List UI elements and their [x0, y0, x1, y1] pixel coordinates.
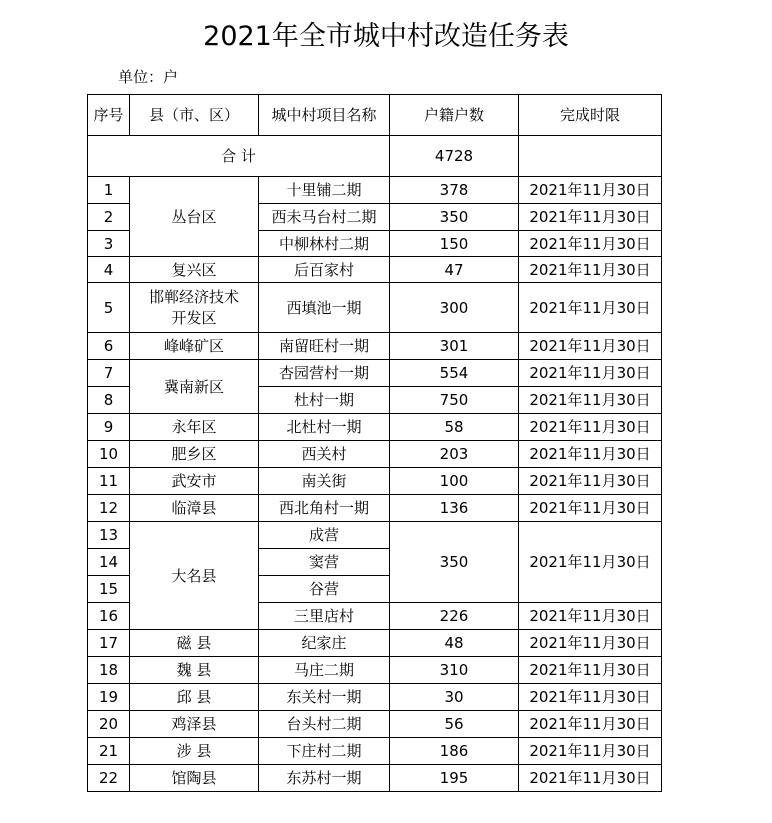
row-no: 9 [88, 414, 130, 441]
table-row [88, 738, 662, 765]
project-name: 杏园营村一期 [259, 360, 390, 387]
page-title: 2021年全市城中村改造任务表 [203, 21, 569, 52]
task-table [87, 94, 662, 792]
deadline: 2021年11月30日 [519, 522, 662, 603]
header-no: 序号 [88, 95, 130, 136]
table-row [88, 711, 662, 738]
deadline: 2021年11月30日 [519, 441, 662, 468]
table-row [88, 257, 662, 283]
county-cell: 磁 县 [130, 630, 259, 657]
deadline: 2021年11月30日 [519, 283, 662, 333]
county-cell: 涉 县 [130, 738, 259, 765]
header-county: 县（市、区） [130, 95, 259, 136]
households: 56 [390, 711, 519, 738]
row-no: 21 [88, 738, 130, 765]
deadline: 2021年11月30日 [519, 257, 662, 283]
total-households: 4728 [390, 136, 519, 177]
table-row [88, 441, 662, 468]
row-no: 4 [88, 257, 130, 283]
table-row [88, 414, 662, 441]
deadline: 2021年11月30日 [519, 657, 662, 684]
county-cell: 临漳县 [130, 495, 259, 522]
row-no: 6 [88, 333, 130, 360]
row-no: 7 [88, 360, 130, 387]
header-households: 户籍户数 [390, 95, 519, 136]
project-name: 南留旺村一期 [259, 333, 390, 360]
total-deadline [519, 136, 662, 177]
county-cell: 魏 县 [130, 657, 259, 684]
project-name: 台头村二期 [259, 711, 390, 738]
row-no: 18 [88, 657, 130, 684]
households: 226 [390, 603, 519, 630]
project-name: 西填池一期 [259, 283, 390, 333]
county-cell: 邱 县 [130, 684, 259, 711]
project-name: 成营 [259, 522, 390, 549]
table-row [88, 495, 662, 522]
table-row [88, 177, 662, 204]
project-name: 东苏村一期 [259, 765, 390, 792]
project-name: 北杜村一期 [259, 414, 390, 441]
row-no: 20 [88, 711, 130, 738]
households: 48 [390, 630, 519, 657]
total-row [88, 136, 662, 177]
total-label: 合 计 [88, 136, 390, 177]
table-row [88, 283, 662, 333]
header-deadline: 完成时限 [519, 95, 662, 136]
households: 150 [390, 231, 519, 257]
row-no: 19 [88, 684, 130, 711]
deadline: 2021年11月30日 [519, 765, 662, 792]
households: 58 [390, 414, 519, 441]
row-no: 5 [88, 283, 130, 333]
table-row [88, 657, 662, 684]
row-no: 12 [88, 495, 130, 522]
project-name: 西未马台村二期 [259, 204, 390, 231]
row-no: 17 [88, 630, 130, 657]
project-name: 南关街 [259, 468, 390, 495]
unit-label: 单位：户 [118, 68, 179, 86]
households: 350 [390, 204, 519, 231]
households: 30 [390, 684, 519, 711]
deadline: 2021年11月30日 [519, 630, 662, 657]
project-name: 中柳林村二期 [259, 231, 390, 257]
deadline: 2021年11月30日 [519, 231, 662, 257]
deadline: 2021年11月30日 [519, 360, 662, 387]
row-no: 16 [88, 603, 130, 630]
row-no: 3 [88, 231, 130, 257]
row-no: 1 [88, 177, 130, 204]
households: 47 [390, 257, 519, 283]
deadline: 2021年11月30日 [519, 495, 662, 522]
row-no: 11 [88, 468, 130, 495]
project-name: 谷营 [259, 576, 390, 603]
households: 301 [390, 333, 519, 360]
project-name: 十里铺二期 [259, 177, 390, 204]
households: 186 [390, 738, 519, 765]
deadline: 2021年11月30日 [519, 468, 662, 495]
households: 378 [390, 177, 519, 204]
households: 310 [390, 657, 519, 684]
table-row [88, 522, 662, 549]
project-name: 马庄二期 [259, 657, 390, 684]
county-cell: 鸡泽县 [130, 711, 259, 738]
deadline: 2021年11月30日 [519, 711, 662, 738]
households: 750 [390, 387, 519, 414]
households: 100 [390, 468, 519, 495]
county-cell: 复兴区 [130, 257, 259, 283]
county-cell [130, 283, 259, 333]
deadline: 2021年11月30日 [519, 738, 662, 765]
project-name: 西关村 [259, 441, 390, 468]
table-row [88, 468, 662, 495]
deadline: 2021年11月30日 [519, 684, 662, 711]
project-name: 窦营 [259, 549, 390, 576]
county-cell: 永年区 [130, 414, 259, 441]
header-row [88, 95, 662, 136]
deadline: 2021年11月30日 [519, 177, 662, 204]
county-cell: 冀南新区 [130, 360, 259, 414]
deadline: 2021年11月30日 [519, 414, 662, 441]
row-no: 22 [88, 765, 130, 792]
header-project: 城中村项目名称 [259, 95, 390, 136]
project-name: 纪家庄 [259, 630, 390, 657]
row-no: 10 [88, 441, 130, 468]
deadline: 2021年11月30日 [519, 204, 662, 231]
row-no: 8 [88, 387, 130, 414]
county-cell: 大名县 [130, 522, 259, 630]
county-cell: 丛台区 [130, 177, 259, 257]
households: 136 [390, 495, 519, 522]
table-row [88, 765, 662, 792]
project-name: 杜村一期 [259, 387, 390, 414]
table-row [88, 360, 662, 387]
row-no: 13 [88, 522, 130, 549]
county-cell: 馆陶县 [130, 765, 259, 792]
households: 350 [390, 522, 519, 603]
households: 300 [390, 283, 519, 333]
table-row [88, 684, 662, 711]
project-name: 下庄村二期 [259, 738, 390, 765]
county-cell: 武安市 [130, 468, 259, 495]
row-no: 14 [88, 549, 130, 576]
deadline: 2021年11月30日 [519, 387, 662, 414]
deadline: 2021年11月30日 [519, 333, 662, 360]
project-name: 三里店村 [259, 603, 390, 630]
project-name: 西北角村一期 [259, 495, 390, 522]
project-name: 后百家村 [259, 257, 390, 283]
row-no: 15 [88, 576, 130, 603]
households: 203 [390, 441, 519, 468]
county-cell: 肥乡区 [130, 441, 259, 468]
households: 195 [390, 765, 519, 792]
table-row [88, 333, 662, 360]
row-no: 2 [88, 204, 130, 231]
project-name: 东关村一期 [259, 684, 390, 711]
county-cell: 峰峰矿区 [130, 333, 259, 360]
deadline: 2021年11月30日 [519, 603, 662, 630]
county-text: 邯郸经济技术开发区 [148, 287, 239, 327]
table-row [88, 630, 662, 657]
households: 554 [390, 360, 519, 387]
